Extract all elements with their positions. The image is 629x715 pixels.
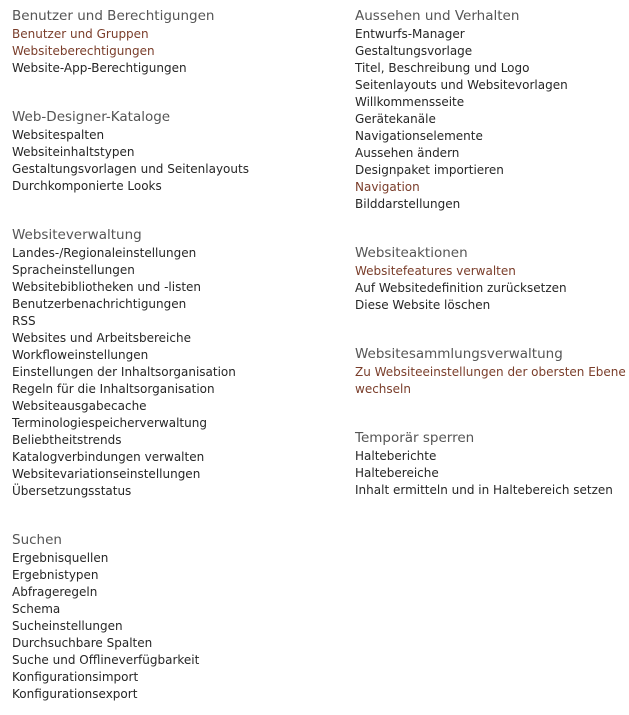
settings-right-column — [355, 6, 627, 499]
link-query-rules[interactable]: Abfrageregeln — [12, 585, 98, 599]
section-site-administration — [12, 225, 342, 500]
link-site-libraries-lists[interactable]: Websitebibliotheken und -listen — [12, 280, 202, 294]
link-composed-looks[interactable]: Durchkomponierte Looks — [12, 179, 162, 193]
link-search-settings[interactable]: Sucheinstellungen — [12, 619, 123, 633]
link-navigation-elements[interactable]: Navigationselemente — [355, 129, 483, 143]
section-site-actions — [355, 243, 627, 314]
link-delete-site[interactable]: Diese Website löschen — [355, 298, 491, 312]
link-user-alerts[interactable]: Benutzerbenachrichtigungen — [12, 297, 187, 311]
link-navigation[interactable]: Navigation — [355, 180, 420, 194]
link-page-layouts-site-templates[interactable]: Seitenlayouts und Websitevorlagen — [355, 78, 568, 92]
link-discover-and-hold-content[interactable]: Inhalt ermitteln und in Haltebereich setzen — [355, 483, 613, 497]
link-manage-site-features[interactable]: Websitefeatures verwalten — [355, 264, 516, 278]
section-links — [355, 26, 627, 213]
link-hold-reports[interactable]: Halteberichte — [355, 449, 437, 463]
settings-left-column — [12, 6, 342, 703]
link-holds[interactable]: Haltebereiche — [355, 466, 439, 480]
link-content-organizer-rules[interactable]: Regeln für die Inhaltsorganisation — [12, 382, 215, 396]
link-language-settings[interactable]: Spracheinstellungen — [12, 263, 135, 277]
section-links — [12, 245, 342, 500]
section-title: Suchen — [12, 532, 62, 548]
link-master-page[interactable]: Gestaltungsvorlage — [355, 44, 473, 58]
section-links — [355, 263, 627, 314]
link-result-sources[interactable]: Ergebnisquellen — [12, 551, 109, 565]
link-site-app-permissions[interactable]: Website-App-Berechtigungen — [12, 61, 187, 75]
link-welcome-page[interactable]: Willkommensseite — [355, 95, 465, 109]
link-image-renditions[interactable]: Bilddarstellungen — [355, 197, 461, 211]
link-translation-status[interactable]: Übersetzungsstatus — [12, 484, 132, 498]
section-web-designer-galleries — [12, 107, 342, 195]
link-popularity-trends[interactable]: Beliebtheitstrends — [12, 433, 122, 447]
link-rss[interactable]: RSS — [12, 314, 36, 328]
section-links — [12, 127, 342, 195]
link-search-offline-availability[interactable]: Suche und Offlineverfügbarkeit — [12, 653, 200, 667]
section-title: Temporär sperren — [355, 430, 475, 446]
section-links — [355, 364, 627, 398]
section-users-permissions — [12, 6, 342, 77]
section-search — [12, 530, 342, 703]
section-links — [12, 26, 342, 77]
link-site-content-types[interactable]: Websiteinhaltstypen — [12, 145, 135, 159]
link-site-output-cache[interactable]: Websiteausgabecache — [12, 399, 147, 413]
link-design-manager[interactable]: Entwurfs-Manager — [355, 27, 465, 41]
link-configuration-import[interactable]: Konfigurationsimport — [12, 670, 139, 684]
link-site-columns[interactable]: Websitespalten — [12, 128, 105, 142]
link-site-permissions[interactable]: Websiteberechtigungen — [12, 44, 155, 58]
link-term-store-management[interactable]: Terminologiespeicherverwaltung — [12, 416, 207, 430]
section-title: Websitesammlungsverwaltung — [355, 346, 563, 362]
link-variation-settings[interactable]: Websitevariationseinstellungen — [12, 467, 201, 481]
section-title: Aussehen und Verhalten — [355, 8, 520, 24]
link-import-design-package[interactable]: Designpaket importieren — [355, 163, 504, 177]
link-change-look[interactable]: Aussehen ändern — [355, 146, 460, 160]
section-hold — [355, 428, 627, 499]
link-reset-site-definition[interactable]: Auf Websitedefinition zurücksetzen — [355, 281, 567, 295]
link-configuration-export[interactable]: Konfigurationsexport — [12, 687, 138, 701]
section-links — [355, 448, 627, 499]
section-title: Benutzer und Berechtigungen — [12, 8, 215, 24]
section-links — [12, 550, 342, 703]
link-schema[interactable]: Schema — [12, 602, 61, 616]
link-searchable-columns[interactable]: Durchsuchbare Spalten — [12, 636, 153, 650]
link-users-groups[interactable]: Benutzer und Gruppen — [12, 27, 149, 41]
link-go-to-top-level-site-settings[interactable]: Zu Websiteeinstellungen der obersten Ebene wechseln — [355, 365, 626, 396]
link-master-pages[interactable]: Gestaltungsvorlagen und Seitenlayouts — [12, 162, 249, 176]
section-site-collection-administration — [355, 344, 627, 398]
link-catalog-connections[interactable]: Katalogverbindungen verwalten — [12, 450, 205, 464]
link-result-types[interactable]: Ergebnistypen — [12, 568, 99, 582]
link-workflow-settings[interactable]: Workfloweinstellungen — [12, 348, 149, 362]
link-sites-workspaces[interactable]: Websites und Arbeitsbereiche — [12, 331, 191, 345]
section-title: Websiteaktionen — [355, 245, 468, 261]
section-title: Web-Designer-Kataloge — [12, 109, 171, 125]
link-title-description-logo[interactable]: Titel, Beschreibung und Logo — [355, 61, 530, 75]
link-device-channels[interactable]: Gerätekanäle — [355, 112, 436, 126]
section-look-and-feel — [355, 6, 627, 213]
link-content-organizer-settings[interactable]: Einstellungen der Inhaltsorganisation — [12, 365, 236, 379]
section-title: Websiteverwaltung — [12, 227, 142, 243]
link-regional-settings[interactable]: Landes-/Regionaleinstellungen — [12, 246, 197, 260]
